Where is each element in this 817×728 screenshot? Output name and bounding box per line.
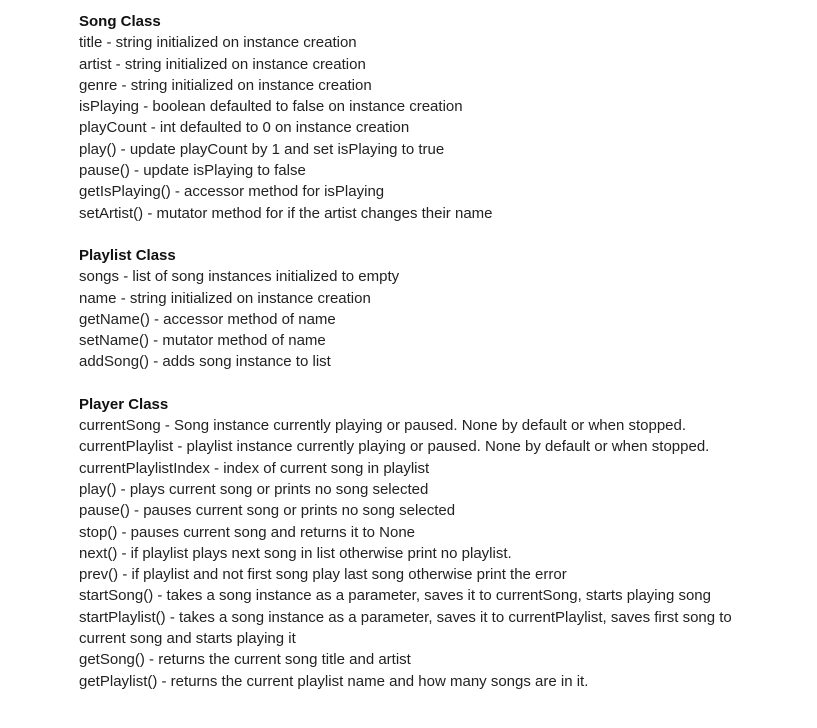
spec-line: name - string initialized on instance creation [79, 289, 371, 307]
section-heading: Song Class [79, 13, 161, 30]
spec-line: getPlaylist() - returns the current playlist name and how many songs are in it. [79, 672, 589, 690]
spec-line: currentPlaylist - playlist instance currently playing or paused. None by default or when stopped. [79, 438, 710, 456]
spec-line: addSong() - adds song instance to list [79, 353, 331, 371]
spec-line: pause() - update isPlaying to false [79, 162, 306, 180]
spec-line: artist - string initialized on instance creation [79, 55, 366, 73]
spec-line: songs - list of song instances initialized to empty [79, 268, 400, 286]
document [79, 11, 809, 692]
spec-line: startSong() - takes a song instance as a parameter, saves it to currentSong, starts playing song [79, 587, 711, 605]
spec-line: getSong() - returns the current song title and artist [79, 651, 411, 669]
spec-line: play() - update playCount by 1 and set isPlaying to true [79, 140, 445, 158]
section-heading: Player Class [79, 395, 169, 413]
spec-line: play() - plays current song or prints no song selected [79, 480, 429, 498]
spec-line: setArtist() - mutator method for if the artist changes their name [79, 204, 493, 222]
spec-line: getIsPlaying() - accessor method for isPlaying [79, 183, 385, 201]
spec-line: isPlaying - boolean defaulted to false on instance creation [79, 98, 463, 116]
player-class-section [79, 394, 809, 692]
spec-line: startPlaylist() - takes a song instance as a parameter, saves it to currentPlaylist, saves first song to current song and starts playing it [79, 608, 732, 648]
spec-line: title - string initialized on instance creation [79, 34, 357, 52]
spec-line: getName() - accessor method of name [79, 310, 336, 328]
spec-line: pause() - pauses current song or prints no song selected [79, 502, 456, 520]
spec-line: prev() - if playlist and not first song play last song otherwise print the error [79, 566, 567, 584]
song-class-section [79, 11, 809, 224]
spec-line: stop() - pauses current song and returns it to None [79, 523, 416, 541]
section-heading: Playlist Class [79, 246, 176, 264]
spec-line: currentSong - Song instance currently playing or paused. None by default or when stopped. [79, 417, 687, 435]
spec-line: genre - string initialized on instance creation [79, 76, 372, 94]
spec-line: next() - if playlist plays next song in list otherwise print no playlist. [79, 544, 512, 562]
spec-line: setName() - mutator method of name [79, 332, 326, 350]
spec-line: currentPlaylistIndex - index of current song in playlist [79, 459, 430, 477]
spec-line: playCount - int defaulted to 0 on instance creation [79, 119, 410, 137]
playlist-class-section [79, 245, 809, 373]
